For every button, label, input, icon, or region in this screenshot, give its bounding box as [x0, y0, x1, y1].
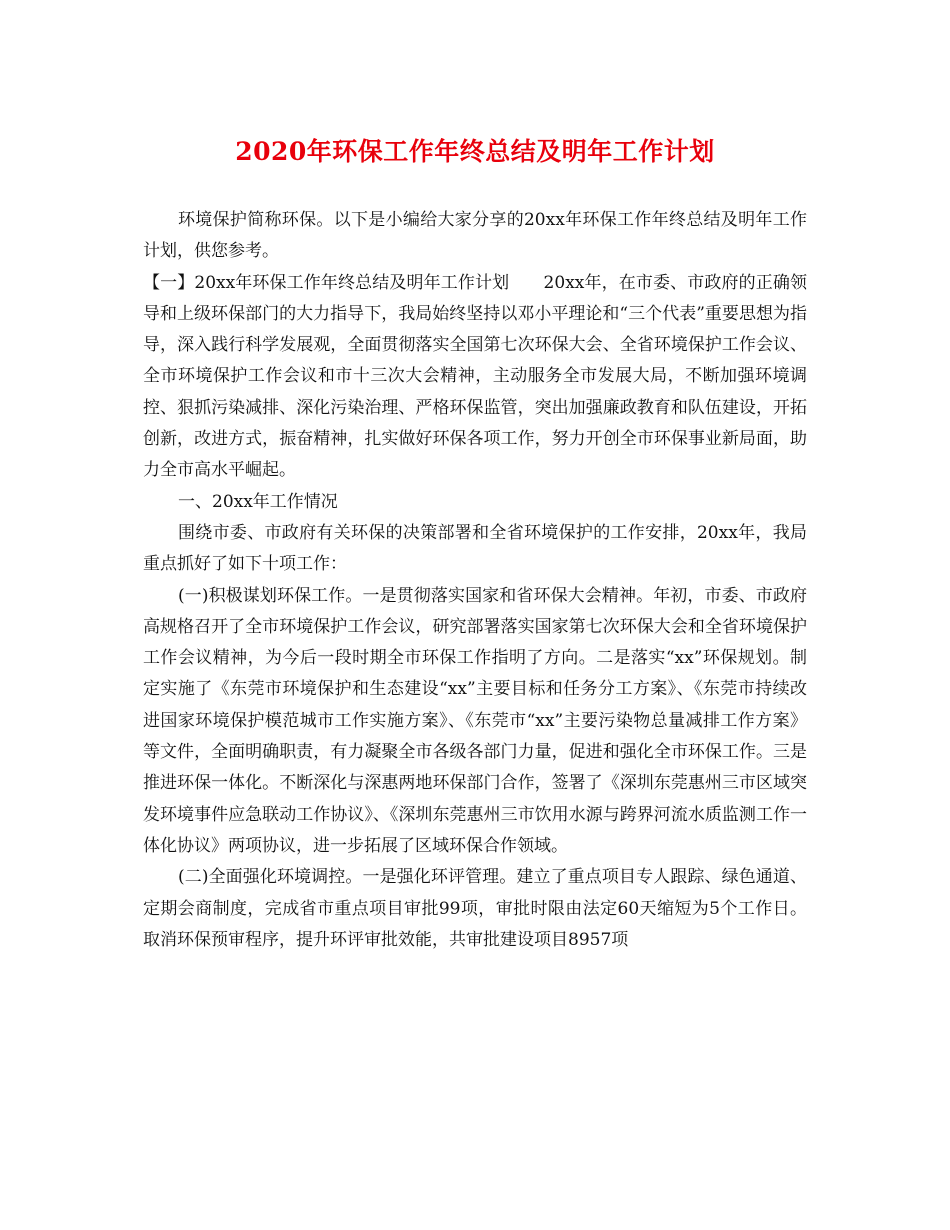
overview-paragraph: 围绕市委、市政府有关环保的决策部署和全省环境保护的工作安排，20xx年，我局重点抓好了如下十项工作： — [143, 522, 807, 575]
document-body — [143, 205, 807, 956]
document-title: 2020年环保工作年终总结及明年工作计划 — [235, 137, 715, 166]
section-one-paragraph: 【一】20xx年环保工作年终总结及明年工作计划 20xx年，在市委、市政府的正确领导和上级环保部门的大力指导下，我局始终坚持以邓小平理论和“三个代表”重要思想为指导，深入践行科学发展观，全面贯彻落实全国第七次环保大会、全省环境保护工作会议、全市环境保护工作会议和市十三次大会精神，主动服务全市发展大局，不断加强环境调控、狠抓污染减排、深化污染治理、严格环保监管，突出加强廉政教育和队伍建设，开拓创新，改进方式，振奋精神，扎实做好环保各项工作，努力开创全市环保事业新局面，助力全市高水平崛起。 — [143, 272, 807, 481]
heading-work-status: 一、20xx年工作情况 — [178, 491, 338, 512]
intro-paragraph: 环境保护简称环保。以下是小编给大家分享的20xx年环保工作年终总结及明年工作计划，供您参考。 — [143, 210, 807, 262]
item-one-paragraph: (一)积极谋划环保工作。一是贯彻落实国家和省环保大会精神。年初，市委、市政府高规格召开了全市环境保护工作会议，研究部署落实国家第七次环保大会和全省环境保护工作会议精神，为今后一段时期全市环保工作指明了方向。二是落实“xx”环保规划。制定实施了《东莞市环境保护和生态建设“xx”主要目标和任务分工方案》、《东莞市持续改进国家环境保护模范城市工作实施方案》、《东莞市“xx”主要污染物总量减排工作方案》等文件，全面明确职责，有力凝聚全市各级各部门力量，促进和强化全市环保工作。三是推进环保一体化。不断深化与深惠两地环保部门合作，签署了《深圳东莞惠州三市区域突发环境事件应急联动工作协议》、《深圳东莞惠州三市饮用水源与跨界河流水质监测工作一体化协议》两项协议，进一步拓展了区域环保合作领域。 — [143, 585, 807, 856]
item-two-paragraph: (二)全面强化环境调控。一是强化环评管理。建立了重点项目专人跟踪、绿色通道、定期会商制度，完成省市重点项目审批99项，审批时限由法定60天缩短为5个工作日。取消环保预审程序，提升环评审批效能，共审批建设项目8957项 — [143, 867, 807, 950]
